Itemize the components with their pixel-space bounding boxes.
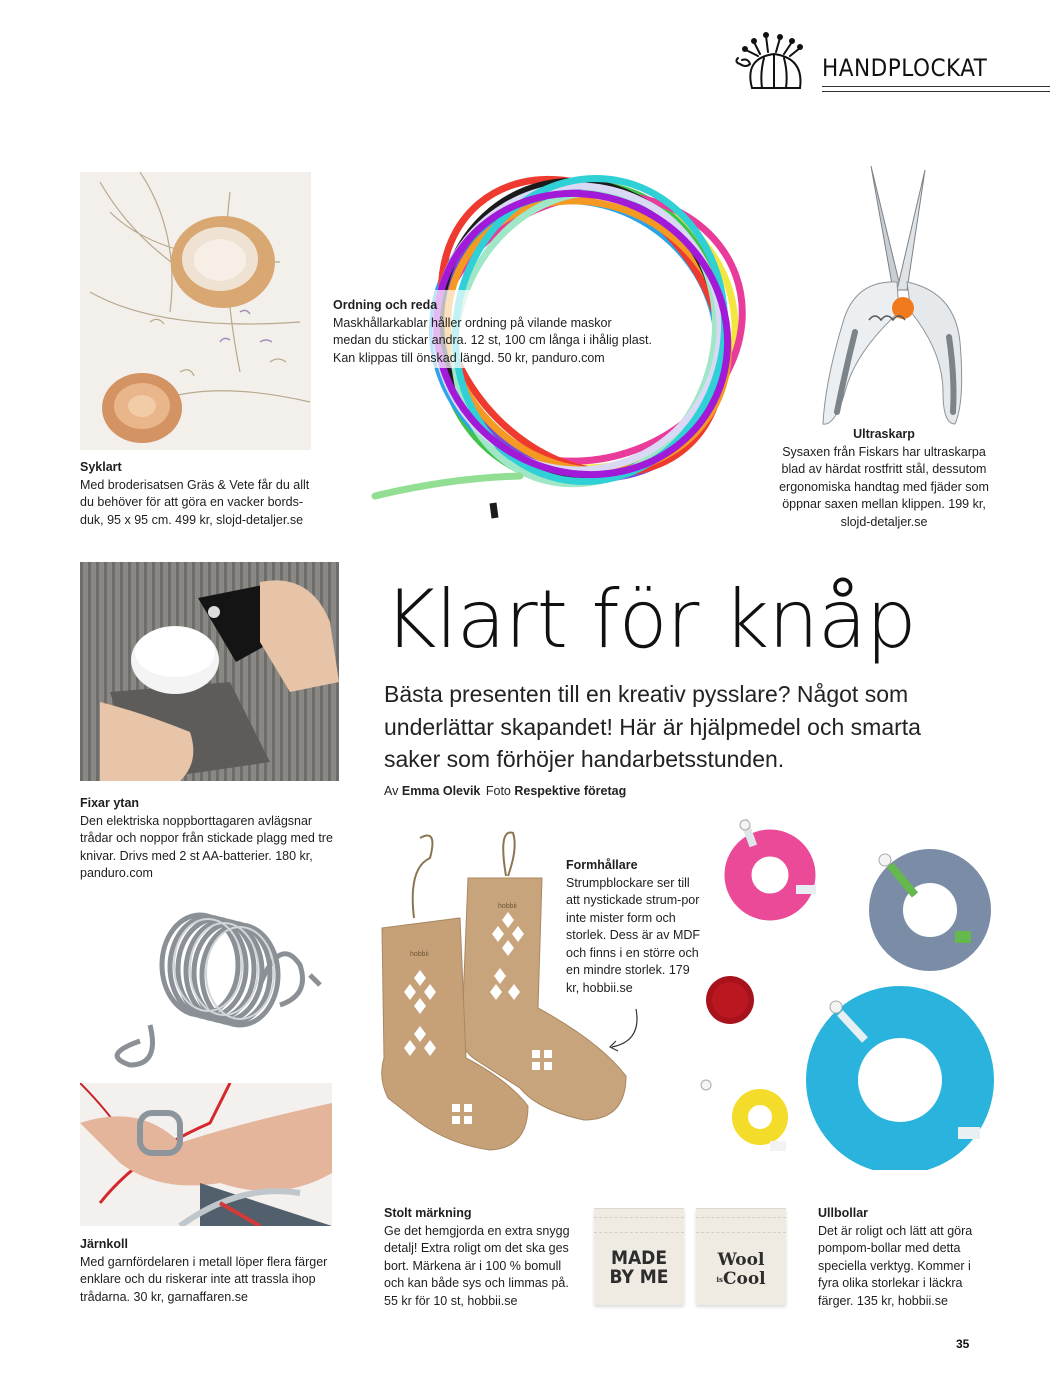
caption-text: Ge det hemgjorda en extra snygg detalj! Extra roligt om det ska ges bort. Märkena är i 100 % bomull och kan både sys och limmas på. 55 kr för 10 st, hobbii.se — [384, 1223, 570, 1308]
embroidery-bowls-photo — [80, 172, 311, 450]
caption-heading: Ordning och reda — [333, 298, 438, 312]
photo-prefix: Foto — [485, 784, 511, 798]
photo-credit: Respektive företag — [514, 784, 627, 798]
caption-heading: Stolt märkning — [384, 1206, 472, 1220]
curved-arrow-icon — [606, 1005, 646, 1055]
caption-ultraskarp — [778, 426, 990, 531]
label-small-word: is — [716, 1275, 723, 1284]
page-number: 35 — [956, 1337, 970, 1351]
pompom-makers-photo — [700, 815, 1040, 1170]
caption-syklart — [80, 459, 316, 529]
caption-heading: Formhållare — [566, 858, 638, 872]
caption-text: Den elektriska noppborttagaren avlägsnar trådar och noppor från stickade plagg med tre knivar. Drivs med 2 st AA-batterier. 180 kr, panduro.com — [80, 813, 333, 880]
byline-prefix: Av — [384, 784, 399, 798]
caption-text: Med garnfördelaren i metall löper flera färger enklare och du riskerar inte att trassla ihop trådarna. 30 kr, garnaffaren.se — [80, 1254, 328, 1304]
caption-fixar — [80, 795, 345, 883]
caption-ullbollar — [818, 1205, 988, 1310]
caption-heading: Järnkoll — [80, 1237, 128, 1251]
knitting-hand-photo — [80, 1083, 332, 1226]
header-rule — [822, 86, 1050, 92]
caption-heading: Ullbollar — [818, 1206, 869, 1220]
caption-heading: Ultraskarp — [853, 427, 915, 441]
caption-ordning — [333, 297, 653, 367]
label-line-2: BY ME — [609, 1266, 669, 1288]
wool-is-cool-label — [696, 1208, 786, 1305]
caption-text: Med broderisatsen Gräs & Vete får du allt du behöver för att göra en vacker bords-duk, 95 x 95 cm. 499 kr, slojd-detaljer.se — [80, 477, 310, 527]
author: Emma Olevik — [401, 784, 481, 798]
sock-brand-text: hobbii — [498, 903, 517, 910]
caption-stolt — [384, 1205, 584, 1310]
label-line-1: MADE — [610, 1247, 668, 1269]
caption-text: Strumpblockare ser till att nystickade strum-por inte mister form och storlek. Dess är av MDF och finns i en större och en mindre storlek. 179 kr, hobbii.se — [566, 875, 701, 995]
caption-heading: Syklart — [80, 460, 122, 474]
caption-jarnkoll — [80, 1236, 345, 1306]
caption-formhallare — [566, 857, 706, 997]
metal-thread-guide-photo — [80, 905, 335, 1075]
scissors-photo — [815, 162, 970, 432]
pincushion-icon — [730, 28, 820, 94]
article-title: Klart för knåp — [384, 573, 916, 666]
caption-text: Det är roligt och lätt att göra pompom-bollar med detta speciella verktyg. Kommer i fyra olika storlekar i läckra färger. 135 kr, hobbii.se — [818, 1223, 973, 1308]
label-line-1: Wool — [717, 1250, 765, 1270]
made-by-me-label — [594, 1208, 684, 1305]
section-title: HANDPLOCKAT — [822, 54, 988, 82]
caption-heading: Fixar ytan — [80, 796, 140, 810]
fabric-shaver-photo — [80, 562, 339, 781]
article-lead: Bästa presenten till en kreativ pysslare? Något som underlättar skapandet! Här är hjälpmedel och smarta saker som förhöjer handarbetsstunden. — [384, 681, 921, 772]
sock-brand-text: hobbii — [410, 951, 429, 958]
caption-text: Sysaxen från Fiskars har ultraskarpa blad av härdat rostfritt stål, dessutom ergonomiska handtag med fjäder som öppnar saxen mellan klippen. 199 kr, slojd-detaljer.se — [779, 444, 989, 529]
byline — [384, 784, 626, 798]
label-line-2: Cool — [722, 1269, 766, 1289]
caption-text: Maskhållarkablar håller ordning på vilande maskor medan du stickar andra. 12 st, 100 cm långa i ihålig plast. Kan klippas till önskad längd. 50 kr, panduro.com — [333, 315, 652, 365]
